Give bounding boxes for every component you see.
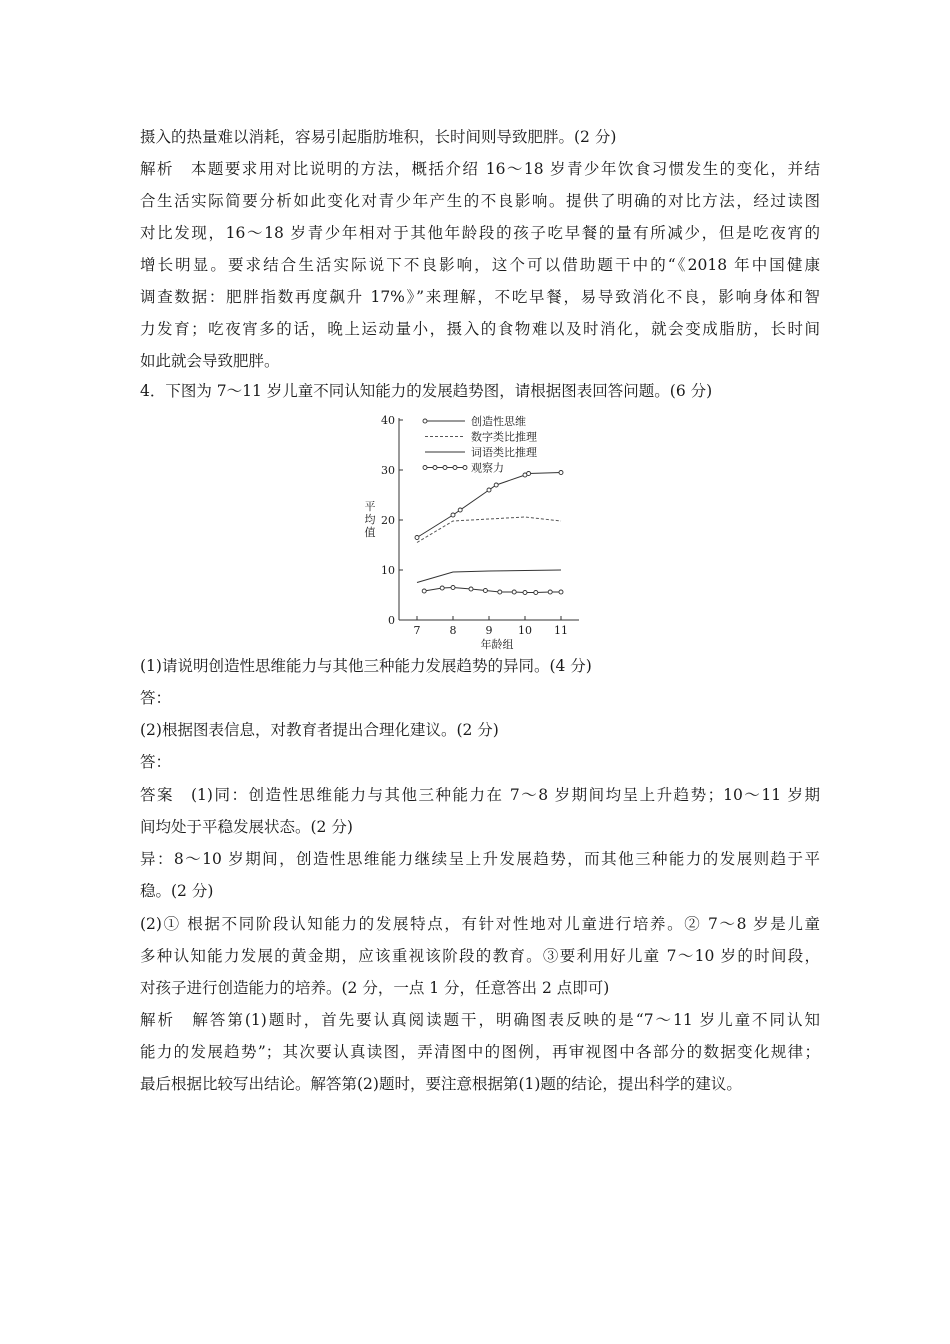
- chart-svg: [355, 406, 595, 656]
- data-point: [527, 472, 531, 476]
- legend-label: 数字类比推理: [471, 430, 537, 444]
- data-point: [548, 590, 552, 594]
- text-line: 调查数据：肥胖指数再度飙升 17%》”来理解，不吃早餐，易导致消化不良，影响身体和智: [140, 288, 820, 306]
- legend-swatch-marker: [423, 466, 427, 470]
- y-axis-label: 值: [364, 526, 376, 539]
- text-line: 能力的发展趋势”；其次要认真读图，弄清图中的图例，再审视图中各部分的数据变化规律；: [140, 1043, 820, 1061]
- answer-prompt: 答：: [140, 753, 172, 771]
- x-tick-label: 10: [518, 624, 532, 637]
- data-point: [559, 590, 563, 594]
- data-point: [451, 513, 455, 517]
- y-tick-label: 30: [381, 464, 395, 477]
- text-line: 答案 (1)同：创造性思维能力与其他三种能力在 7～8 岁期间均呈上升趋势；10～11 岁期: [140, 786, 820, 804]
- text-line: 对孩子进行创造能力的培养。(2 分，一点 1 分，任意答出 2 点即可): [140, 979, 610, 997]
- y-tick-label: 10: [381, 564, 395, 577]
- series-line-3: [417, 570, 561, 583]
- data-point: [559, 471, 563, 475]
- x-tick-label: 7: [413, 624, 421, 637]
- legend-swatch-marker: [433, 466, 437, 470]
- y-tick-label: 40: [381, 414, 395, 427]
- y-tick-label: 0: [388, 614, 395, 627]
- legend-label: 观察力: [471, 461, 504, 475]
- data-point: [458, 508, 462, 512]
- text-line: 异：8～10 岁期间，创造性思维能力继续呈上升发展趋势，而其他三种能力的发展则趋于平: [140, 850, 820, 868]
- x-tick-label: 11: [554, 624, 568, 637]
- y-axis-label: 平: [364, 500, 376, 513]
- text-line: 解析 本题要求用对比说明的方法，概括介绍 16～18 岁青少年饮食习惯发生的变化，并结: [140, 160, 820, 178]
- text-line: 稳。(2 分): [140, 882, 214, 900]
- y-axis-label: 均: [364, 513, 376, 526]
- text-line: 多种认知能力发展的黄金期，应该重视该阶段的教育。③要利用好儿童 7～10 岁的时间段，: [140, 947, 820, 965]
- data-point: [483, 589, 487, 593]
- sub-question-1: (1)请说明创造性思维能力与其他三种能力发展趋势的异同。(4 分): [140, 657, 592, 675]
- text-line: 解析 解答第(1)题时，首先要认真阅读题干，明确图表反映的是“7～11 岁儿童不同认知: [140, 1011, 820, 1029]
- data-point: [523, 591, 527, 595]
- data-point: [415, 536, 419, 540]
- data-point: [498, 590, 502, 594]
- series-line-1: [417, 473, 561, 538]
- text-line: 力发育；吃夜宵多的话，晚上运动量小，摄入的食物难以及时消化，就会变成脂肪，长时间: [140, 320, 820, 338]
- data-point: [487, 488, 491, 492]
- legend-swatch-marker: [453, 466, 457, 470]
- legend-label: 创造性思维: [471, 415, 526, 428]
- text-line: 合生活实际简要分析如此变化对青少年产生的不良影响。提供了明确的对比方法，经过读图: [140, 192, 820, 210]
- legend-label: 词语类比推理: [471, 446, 537, 459]
- data-point: [494, 483, 498, 487]
- sub-question-2: (2)根据图表信息，对教育者提出合理化建议。(2 分): [140, 721, 499, 739]
- data-point: [440, 586, 444, 590]
- answer-prompt: 答：: [140, 689, 172, 707]
- text-line: 对比发现，16～18 岁青少年相对于其他年龄段的孩子吃早餐的量有所减少，但是吃夜宵的: [140, 224, 820, 242]
- x-axis-label: 年龄组: [480, 638, 514, 651]
- data-point: [512, 590, 516, 594]
- data-point: [422, 589, 426, 593]
- data-point: [469, 587, 473, 591]
- x-tick-label: 8: [449, 624, 457, 637]
- legend-swatch-marker: [443, 466, 447, 470]
- question-title: 4．下图为 7～11 岁儿童不同认知能力的发展趋势图，请根据图表回答问题。(6 分): [140, 382, 713, 400]
- legend-swatch-marker: [423, 419, 427, 423]
- series-line-2: [417, 517, 561, 543]
- data-point: [534, 591, 538, 595]
- text-line: (2)① 根据不同阶段认知能力的发展特点，有针对性地对儿童进行培养。② 7～8 岁是儿童: [140, 915, 820, 933]
- text-line: 增长明显。要求结合生活实际说下不良影响，这个可以借助题干中的“《2018 年中国健康: [140, 256, 820, 274]
- series-line-4: [424, 588, 561, 593]
- x-tick-label: 9: [485, 624, 493, 637]
- text-line: 如此就会导致肥胖。: [140, 352, 280, 370]
- y-tick-label: 20: [381, 514, 395, 527]
- legend-swatch-marker: [463, 466, 467, 470]
- text-line: 间均处于平稳发展状态。(2 分): [140, 818, 353, 836]
- line-chart: [355, 406, 595, 656]
- data-point: [451, 586, 455, 590]
- text-line: 摄入的热量难以消耗，容易引起脂肪堆积，长时间则导致肥胖。(2 分): [140, 128, 617, 146]
- text-line: 最后根据比较写出结论。解答第(2)题时，要注意根据第(1)题的结论，提出科学的建议。: [140, 1075, 742, 1093]
